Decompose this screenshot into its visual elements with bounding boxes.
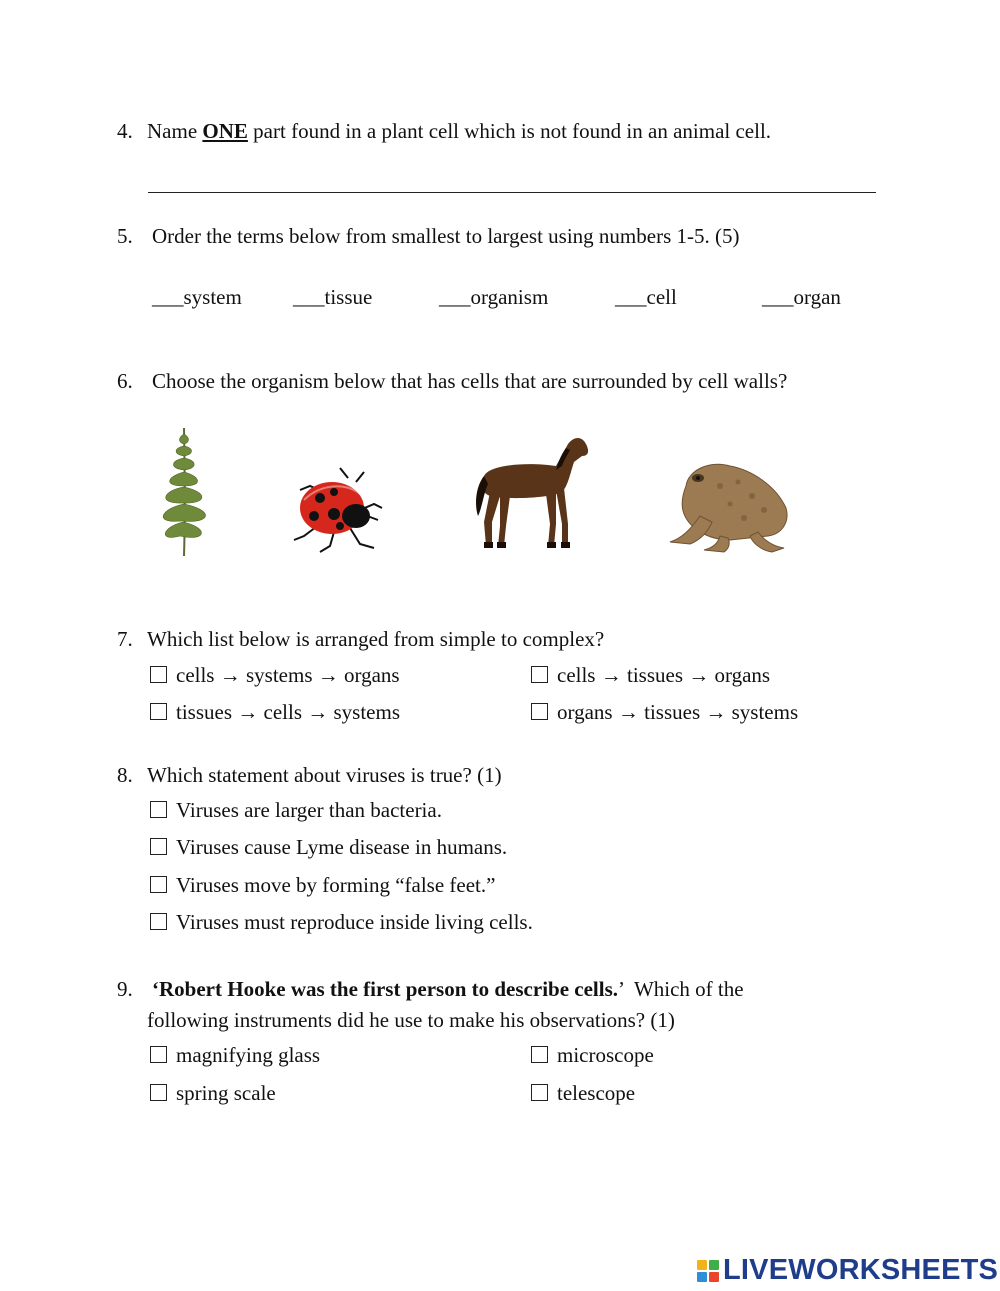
q4-answer-line[interactable] — [148, 192, 876, 193]
q9-option-2[interactable] — [531, 1045, 654, 1066]
q8-option-4[interactable] — [150, 912, 533, 933]
q7-text: Which list below is arranged from simple to complex? — [147, 627, 605, 651]
q9-option-3[interactable] — [150, 1083, 276, 1104]
logo-block-icon — [709, 1260, 719, 1270]
checkbox[interactable] — [531, 1084, 548, 1101]
checkbox[interactable] — [531, 1046, 548, 1063]
q9-quote-close: ’ — [618, 977, 624, 1001]
logo-block-icon — [697, 1272, 707, 1282]
ladybug-image[interactable] — [290, 464, 386, 556]
checkbox[interactable] — [150, 801, 167, 818]
q8-option-3[interactable] — [150, 875, 495, 896]
q9-text — [152, 979, 744, 1000]
q7-option-3[interactable] — [150, 702, 400, 723]
q5-term-organ[interactable]: ___organ — [762, 285, 841, 309]
q7-option-1[interactable] — [150, 665, 400, 686]
logo-block-icon — [697, 1260, 707, 1270]
q9-option-4-label: telescope — [557, 1081, 636, 1105]
q8-number: 8. — [117, 763, 133, 787]
q5-term-organism[interactable]: ___organism — [439, 285, 549, 309]
checkbox[interactable] — [150, 913, 167, 930]
q4-number: 4. — [117, 119, 133, 143]
q4-emphasis: ONE — [202, 119, 248, 143]
checkbox[interactable] — [150, 1084, 167, 1101]
q8-text: Which statement about viruses is true? (1) — [147, 763, 502, 787]
checkbox[interactable] — [150, 703, 167, 720]
q9-option-3-label: spring scale — [176, 1081, 276, 1105]
q9-option-2-label: microscope — [557, 1043, 654, 1067]
q8-option-1[interactable] — [150, 800, 442, 821]
q8-option-3-label: Viruses move by forming “false feet.” — [176, 873, 496, 897]
q5-term-cell[interactable]: ___cell — [615, 285, 677, 309]
q7-option-1-label: cells → systems → organs — [176, 663, 400, 687]
fern-image[interactable] — [148, 424, 224, 558]
q7-option-2[interactable] — [531, 665, 770, 686]
liveworksheets-logo[interactable] — [697, 1256, 998, 1285]
checkbox[interactable] — [150, 666, 167, 683]
q4-text-post: part found in a plant cell which is not found in an animal cell. — [253, 119, 772, 143]
q9-option-1[interactable] — [150, 1045, 320, 1066]
q8-option-1-label: Viruses are larger than bacteria. — [176, 798, 442, 822]
q7-option-4-label: organs → tissues → systems — [557, 700, 799, 724]
q7-number: 7. — [117, 627, 133, 651]
logo-blocks-icon — [697, 1260, 719, 1282]
q9-option-4[interactable] — [531, 1083, 635, 1104]
toad-image[interactable] — [660, 456, 794, 556]
q8-option-2[interactable] — [150, 837, 507, 858]
q9-text-line2: following instruments did he use to make his observations? (1) — [147, 1008, 675, 1032]
q7-option-4[interactable] — [531, 702, 798, 723]
checkbox[interactable] — [150, 1046, 167, 1063]
q7-option-3-label: tissues → cells → systems — [176, 700, 400, 724]
q9-quote-open: ‘ — [152, 977, 159, 1001]
q5-term-system[interactable]: ___system — [152, 285, 242, 309]
q8-option-4-label: Viruses must reproduce inside living cells. — [176, 910, 533, 934]
q9-option-1-label: magnifying glass — [176, 1043, 321, 1067]
logo-text: LIVEWORKSHEETS — [723, 1254, 999, 1286]
logo-block-icon — [709, 1272, 719, 1282]
q6-number: 6. — [117, 369, 133, 393]
q5-number: 5. — [117, 224, 133, 248]
q8-option-2-label: Viruses cause Lyme disease in humans. — [176, 835, 508, 859]
checkbox[interactable] — [150, 876, 167, 893]
q9-text-rest: Which of the — [633, 977, 744, 1001]
q5-term-tissue[interactable]: ___tissue — [293, 285, 373, 309]
q9-quote: Robert Hooke was the first person to describe cells. — [159, 977, 619, 1001]
checkbox[interactable] — [150, 838, 167, 855]
q4-text-pre: Name — [147, 119, 198, 143]
q9-number: 9. — [117, 977, 133, 1001]
checkbox[interactable] — [531, 703, 548, 720]
checkbox[interactable] — [531, 666, 548, 683]
q5-text: Order the terms below from smallest to largest using numbers 1-5. (5) — [152, 224, 740, 248]
q4-text — [147, 121, 771, 142]
q7-option-2-label: cells → tissues → organs — [557, 663, 771, 687]
q6-text: Choose the organism below that has cells that are surrounded by cell walls? — [152, 369, 788, 393]
horse-image[interactable] — [470, 430, 594, 552]
